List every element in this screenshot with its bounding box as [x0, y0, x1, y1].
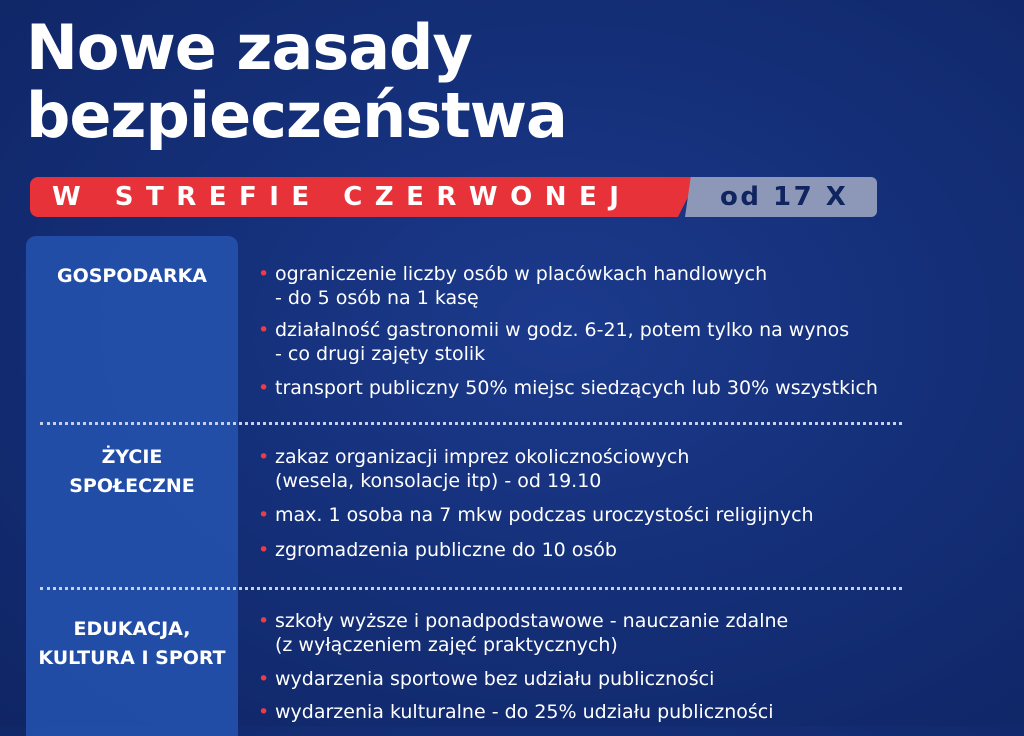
list-item — [258, 700, 958, 724]
red-zone-banner — [30, 177, 877, 217]
item-line: - do 5 osób na 1 kasę — [275, 287, 479, 309]
item-line: zgromadzenia publiczne do 10 osób — [275, 539, 617, 561]
item-line: ograniczenie liczby osób w placówkach handlowych — [275, 263, 768, 285]
item-line: wydarzenia kulturalne - do 25% udziału publiczności — [275, 701, 774, 723]
category-label: EDUKACJA, — [73, 618, 191, 640]
category-economy — [26, 262, 238, 291]
bullet-icon: • — [258, 701, 270, 723]
bullet-icon: • — [258, 377, 270, 399]
bullet-icon: • — [258, 446, 270, 468]
page-title — [26, 11, 567, 152]
item-line: max. 1 osoba na 7 mkw podczas uroczystości religijnych — [275, 504, 814, 526]
category-social-life — [26, 443, 238, 501]
item-line: szkoły wyższe i ponadpodstawowe - nauczanie zdalne — [275, 610, 789, 632]
item-line: wydarzenia sportowe bez udziału publiczności — [275, 668, 715, 690]
item-line: (z wyłączeniem zajęć praktycznych) — [275, 634, 618, 656]
item-line: - co drugi zajęty stolik — [275, 343, 486, 365]
section-divider — [40, 587, 902, 590]
list-item — [258, 503, 958, 527]
list-item — [258, 318, 958, 366]
bullet-icon: • — [258, 504, 270, 526]
title-line-1: Nowe zasady — [26, 11, 472, 84]
title-line-2: bezpieczeństwa — [26, 79, 567, 152]
item-line: transport publiczny 50% miejsc siedzących lub 30% wszystkich — [275, 377, 878, 399]
list-item — [258, 262, 958, 310]
bullet-icon: • — [258, 263, 270, 285]
list-item — [258, 538, 958, 562]
item-line: zakaz organizacji imprez okolicznościowych — [275, 446, 690, 468]
bullet-icon: • — [258, 539, 270, 561]
list-item — [258, 376, 958, 400]
item-line: działalność gastronomii w godz. 6-21, potem tylko na wynos — [275, 319, 850, 341]
section-divider — [40, 422, 902, 425]
category-education-culture-sport — [26, 615, 238, 673]
item-line: (wesela, konsolacje itp) - od 19.10 — [275, 470, 602, 492]
category-label: ŻYCIE — [101, 446, 163, 468]
category-label: KULTURA I SPORT — [38, 647, 226, 669]
bullet-icon: • — [258, 668, 270, 690]
bullet-icon: • — [258, 319, 270, 341]
list-item — [258, 667, 958, 691]
banner-zone-label: W STREFIE CZERWONEJ — [52, 182, 632, 212]
bullet-icon: • — [258, 610, 270, 632]
list-item — [258, 609, 958, 657]
banner-date-label: od 17 X — [720, 182, 849, 212]
category-label: GOSPODARKA — [56, 265, 208, 287]
list-item — [258, 445, 958, 493]
category-label: SPOŁECZNE — [69, 475, 195, 497]
